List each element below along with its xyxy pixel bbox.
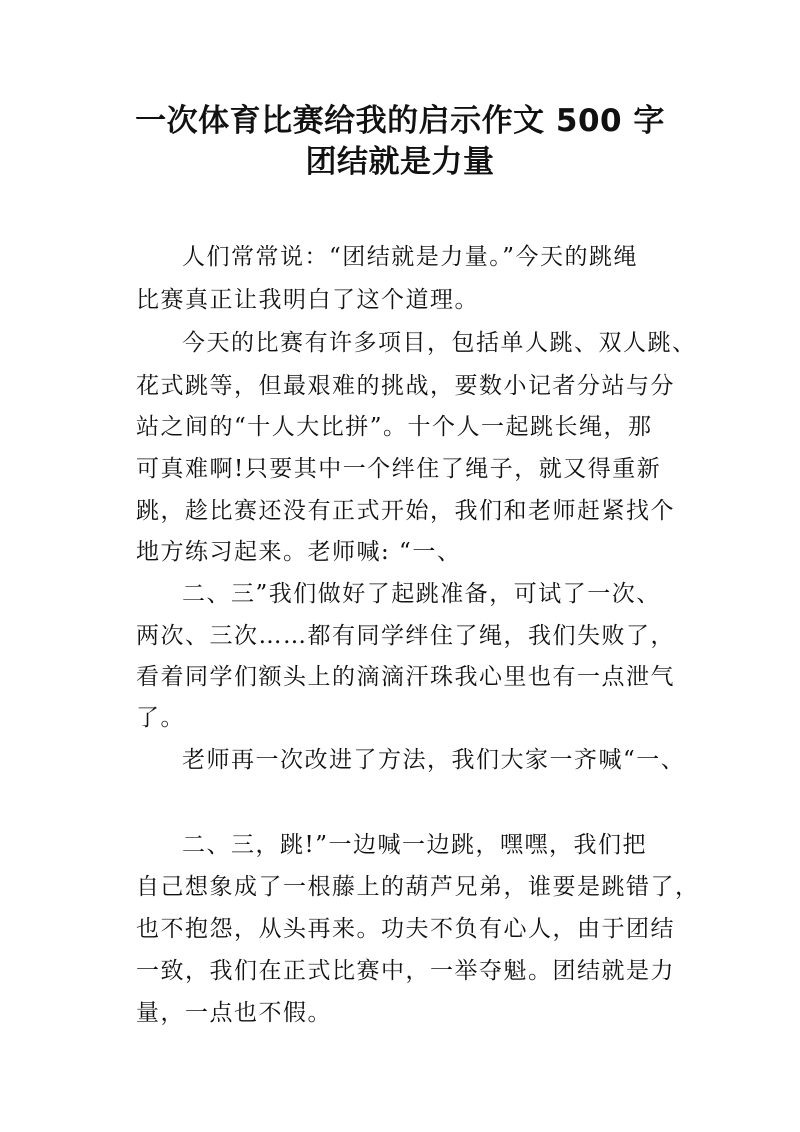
text-line: 比赛真正让我明白了这个道理。 xyxy=(136,287,479,313)
text-line: 人们常常说：“团结就是力量。”今天的跳绳 xyxy=(182,244,639,270)
text-line: 今天的比赛有许多项目，包括单人跳、双人跳、 xyxy=(182,330,697,356)
text-line: 二、三，跳!”一边喊一边跳，嘿嘿，我们把 xyxy=(182,832,648,858)
text-line: 看着同学们额头上的滴滴汗珠我心里也有一点泄气 xyxy=(136,664,675,690)
document-title: 一次体育比赛给我的启示作文 500 字 xyxy=(135,103,665,139)
text-line: 二、三”我们做好了起跳准备，可试了一次、 xyxy=(182,581,661,607)
text-line: 老师再一次改进了方法，我们大家一齐喊“一、 xyxy=(182,747,686,773)
text-line: 一致，我们在正式比赛中，一举夺魁。团结就是力 xyxy=(136,958,675,984)
text-line: 站之间的“十人大比拼”。十个人一起跳长绳，那 xyxy=(136,414,653,440)
document-subtitle: 团结就是力量 xyxy=(305,144,495,180)
text-line: 可真难啊!只要其中一个绊住了绳子，就又得重新 xyxy=(136,456,662,482)
text-line: 了。 xyxy=(136,705,185,731)
text-line: 花式跳等，但最艰难的挑战，要数小记者分站与分 xyxy=(136,373,675,399)
text-line: 自己想象成了一根藤上的葫芦兄弟，谁要是跳错了， xyxy=(136,874,700,900)
text-line: 两次、三次……都有同学绊住了绳，我们失败了， xyxy=(136,623,675,649)
text-line: 地方练习起来。老师喊: “一、 xyxy=(136,539,462,565)
text-line: 跳，趁比赛还没有正式开始，我们和老师赶紧找个 xyxy=(136,498,675,524)
text-line: 量，一点也不假。 xyxy=(136,1000,332,1026)
text-line: 也不抱怨，从头再来。功夫不负有心人，由于团结 xyxy=(136,916,675,942)
